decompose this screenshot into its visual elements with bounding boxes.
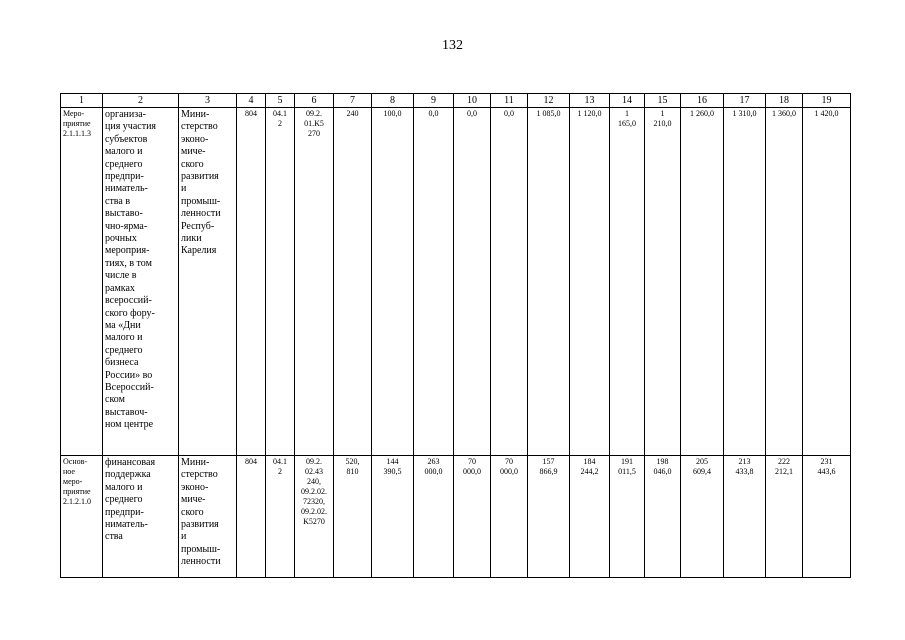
event-code-cell: Основ- ное меро- приятие 2.1.2.1.0	[61, 456, 103, 578]
table-cell: 213 433,8	[724, 456, 766, 578]
table-cell: 263 000,0	[414, 456, 454, 578]
table-cell: 1 310,0	[724, 108, 766, 456]
responsible-executor-cell: Мини- стерство эконо- миче- ского развития и промыш- ленности Респуб- лики Карелия	[179, 108, 237, 456]
table-cell: 205 609,4	[681, 456, 724, 578]
budget-table	[60, 93, 851, 578]
table-row	[61, 456, 851, 578]
table-cell: 0,0	[491, 108, 528, 456]
table-cell: 09.2. 01.K5 270	[295, 108, 334, 456]
table-cell: 04.1 2	[266, 108, 295, 456]
table-cell: 70 000,0	[491, 456, 528, 578]
column-header: 18	[766, 94, 803, 108]
table-cell: 222 212,1	[766, 456, 803, 578]
table-cell: 1 260,0	[681, 108, 724, 456]
table-cell: 100,0	[372, 108, 414, 456]
column-header: 19	[803, 94, 851, 108]
table-cell: 1 085,0	[528, 108, 570, 456]
table-row	[61, 108, 851, 456]
column-header: 13	[570, 94, 610, 108]
column-header: 3	[179, 94, 237, 108]
event-code-cell: Меро- приятие 2.1.1.1.3	[61, 108, 103, 456]
column-header: 11	[491, 94, 528, 108]
table-cell: 1 360,0	[766, 108, 803, 456]
table-cell: 184 244,2	[570, 456, 610, 578]
column-header: 15	[645, 94, 681, 108]
table-cell: 144 390,5	[372, 456, 414, 578]
column-header: 1	[61, 94, 103, 108]
column-header: 5	[266, 94, 295, 108]
responsible-executor-cell: Мини- стерство эконо- миче- ского развития и промыш- ленности	[179, 456, 237, 578]
table-cell: 520, 810	[334, 456, 372, 578]
column-header: 17	[724, 94, 766, 108]
column-header: 4	[237, 94, 266, 108]
table-cell: 231 443,6	[803, 456, 851, 578]
table-cell: 04.1 2	[266, 456, 295, 578]
table-cell: 0,0	[414, 108, 454, 456]
table-cell: 09.2. 02.43 240, 09.2.02. 72320, 09.2.02. K5270	[295, 456, 334, 578]
event-description-cell: финансовая поддержка малого и среднего предпри- ниматель- ства	[103, 456, 179, 578]
table-cell: 1 420,0	[803, 108, 851, 456]
table-cell: 1 120,0	[570, 108, 610, 456]
table-cell: 157 866,9	[528, 456, 570, 578]
column-header: 6	[295, 94, 334, 108]
column-header: 10	[454, 94, 491, 108]
column-header: 12	[528, 94, 570, 108]
column-header: 2	[103, 94, 179, 108]
column-header: 14	[610, 94, 645, 108]
column-header: 8	[372, 94, 414, 108]
event-description-cell: организа- ция участия субъектов малого и среднего предпри- ниматель- ства в выставо- чно-ярма- рочных мероприя- тиях, в том числе в рамках всероссий- ского фору- ма «Дни малого и среднего бизнеса России» во Всероссий- ском выставоч- ном центре	[103, 108, 179, 456]
column-header: 9	[414, 94, 454, 108]
table-cell: 240	[334, 108, 372, 456]
table-cell: 1 165,0	[610, 108, 645, 456]
table-cell: 191 011,5	[610, 456, 645, 578]
column-header: 7	[334, 94, 372, 108]
table-cell: 198 046,0	[645, 456, 681, 578]
table-cell: 804	[237, 456, 266, 578]
column-number-row	[61, 94, 851, 108]
table-cell: 70 000,0	[454, 456, 491, 578]
page-number: 132	[442, 38, 463, 53]
table-cell: 0,0	[454, 108, 491, 456]
table-cell: 1 210,0	[645, 108, 681, 456]
column-header: 16	[681, 94, 724, 108]
table-cell: 804	[237, 108, 266, 456]
